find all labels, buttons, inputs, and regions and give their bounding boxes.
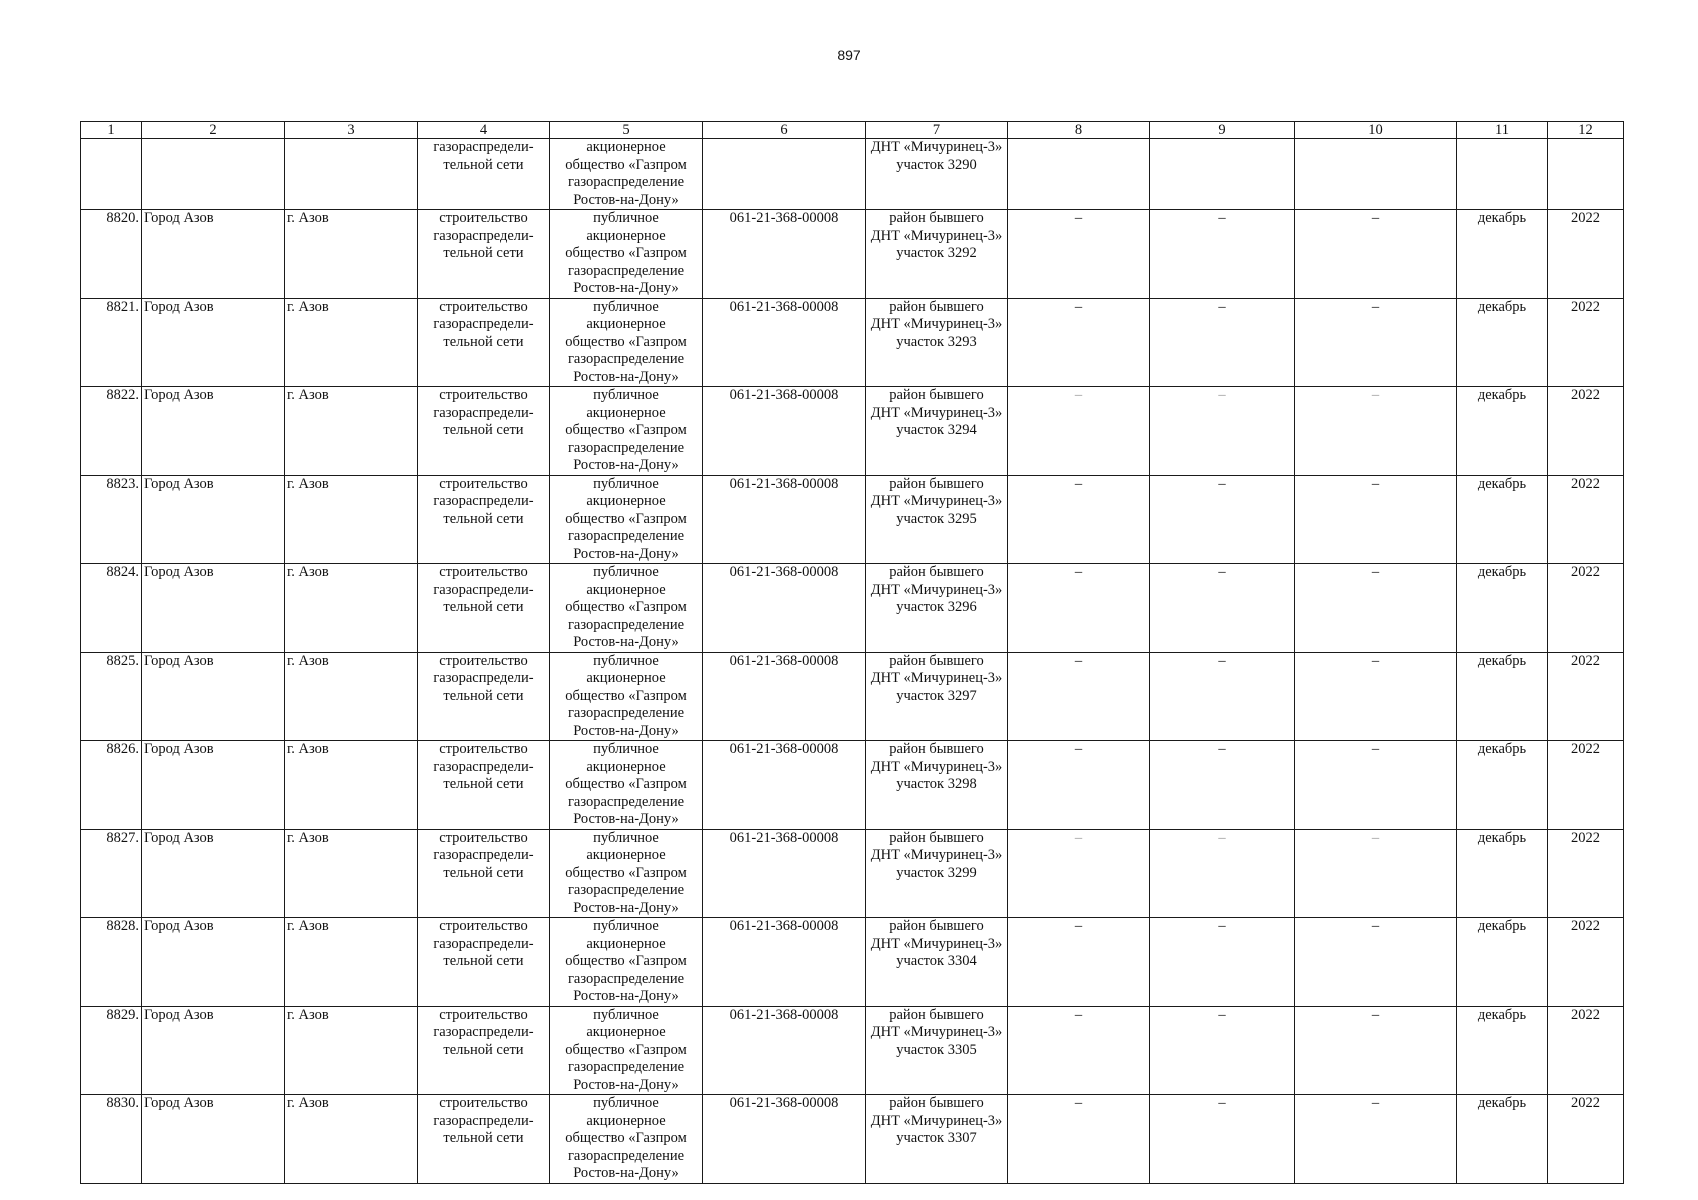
cell-location: район бывшего ДНТ «Мичуринец-3» участок 3297 [866, 652, 1008, 741]
cell-owner: публичное акционерное общество «Газпром газораспределение Ростов-на-Дону» [550, 298, 703, 387]
cell-year: 2022 [1548, 918, 1624, 1007]
cell-col10 [1295, 139, 1457, 210]
cell-num [81, 139, 142, 210]
cell-code: 061-21-368-00008 [703, 298, 866, 387]
cell-purpose: строительство газораспредели- тельной сети [418, 652, 550, 741]
cell-col9: – [1150, 741, 1295, 830]
column-number-row [81, 122, 1624, 139]
cell-district: Город Азов [142, 741, 285, 830]
column-header: 7 [866, 122, 1008, 139]
cell-col8: – [1008, 564, 1150, 653]
cell-code: 061-21-368-00008 [703, 564, 866, 653]
cell-month: декабрь [1457, 298, 1548, 387]
cell-purpose: строительство газораспредели- тельной сети [418, 298, 550, 387]
cell-owner: акционерное общество «Газпром газораспределение Ростов-на-Дону» [550, 139, 703, 210]
cell-col10: – [1295, 652, 1457, 741]
cell-year: 2022 [1548, 1006, 1624, 1095]
cell-col8: – [1008, 1095, 1150, 1184]
cell-month: декабрь [1457, 829, 1548, 918]
cell-month [1457, 139, 1548, 210]
cell-num: 8825. [81, 652, 142, 741]
column-header: 8 [1008, 122, 1150, 139]
cell-location: район бывшего ДНТ «Мичуринец-3» участок 3298 [866, 741, 1008, 830]
cell-purpose: строительство газораспредели- тельной сети [418, 387, 550, 476]
cell-col8: – [1008, 1006, 1150, 1095]
cell-col10: – [1295, 741, 1457, 830]
cell-col9: – [1150, 387, 1295, 476]
cell-month: декабрь [1457, 210, 1548, 299]
cell-col9: – [1150, 564, 1295, 653]
cell-district: Город Азов [142, 652, 285, 741]
cell-col8: – [1008, 298, 1150, 387]
cell-year: 2022 [1548, 210, 1624, 299]
column-header: 5 [550, 122, 703, 139]
cell-col9: – [1150, 1095, 1295, 1184]
cell-code: 061-21-368-00008 [703, 741, 866, 830]
table-row [81, 475, 1624, 564]
cell-col8: – [1008, 741, 1150, 830]
cell-month: декабрь [1457, 652, 1548, 741]
column-header: 2 [142, 122, 285, 139]
cell-district: Город Азов [142, 475, 285, 564]
table-row [81, 1006, 1624, 1095]
cell-month: декабрь [1457, 387, 1548, 476]
cell-owner: публичное акционерное общество «Газпром газораспределение Ростов-на-Дону» [550, 741, 703, 830]
cell-purpose: строительство газораспредели- тельной сети [418, 918, 550, 1007]
cell-num: 8830. [81, 1095, 142, 1184]
cell-owner: публичное акционерное общество «Газпром газораспределение Ростов-на-Дону» [550, 652, 703, 741]
column-header: 4 [418, 122, 550, 139]
column-header: 6 [703, 122, 866, 139]
cell-settlement: г. Азов [285, 1095, 418, 1184]
cell-month: декабрь [1457, 1095, 1548, 1184]
cell-settlement: г. Азов [285, 387, 418, 476]
cell-district: Город Азов [142, 298, 285, 387]
cell-col9: – [1150, 475, 1295, 564]
cell-code: 061-21-368-00008 [703, 829, 866, 918]
table-row-continued [81, 139, 1624, 210]
cell-col9 [1150, 139, 1295, 210]
cell-purpose: строительство газораспредели- тельной сети [418, 564, 550, 653]
cell-district: Город Азов [142, 829, 285, 918]
cell-owner: публичное акционерное общество «Газпром газораспределение Ростов-на-Дону» [550, 475, 703, 564]
cell-owner: публичное акционерное общество «Газпром газораспределение Ростов-на-Дону» [550, 918, 703, 1007]
cell-col8: – [1008, 387, 1150, 476]
cell-num: 8829. [81, 1006, 142, 1095]
cell-col9: – [1150, 1006, 1295, 1095]
table-row [81, 210, 1624, 299]
cell-year: 2022 [1548, 475, 1624, 564]
cell-col10: – [1295, 210, 1457, 299]
cell-year: 2022 [1548, 1095, 1624, 1184]
cell-col10: – [1295, 387, 1457, 476]
cell-col8: – [1008, 210, 1150, 299]
table-row [81, 1095, 1624, 1184]
cell-col9: – [1150, 210, 1295, 299]
cell-col8 [1008, 139, 1150, 210]
data-table [80, 121, 1624, 1184]
cell-col8: – [1008, 652, 1150, 741]
cell-num: 8826. [81, 741, 142, 830]
cell-year: 2022 [1548, 298, 1624, 387]
cell-col10: – [1295, 298, 1457, 387]
cell-location: район бывшего ДНТ «Мичуринец-3» участок 3294 [866, 387, 1008, 476]
table-body [81, 139, 1624, 1184]
cell-year: 2022 [1548, 652, 1624, 741]
cell-settlement: г. Азов [285, 918, 418, 1007]
cell-month: декабрь [1457, 918, 1548, 1007]
cell-col10: – [1295, 918, 1457, 1007]
column-header: 9 [1150, 122, 1295, 139]
cell-col8: – [1008, 829, 1150, 918]
cell-purpose: строительство газораспредели- тельной сети [418, 1006, 550, 1095]
cell-num: 8827. [81, 829, 142, 918]
cell-owner: публичное акционерное общество «Газпром газораспределение Ростов-на-Дону» [550, 1095, 703, 1184]
cell-month: декабрь [1457, 1006, 1548, 1095]
cell-code [703, 139, 866, 210]
cell-col10: – [1295, 564, 1457, 653]
cell-num: 8822. [81, 387, 142, 476]
cell-month: декабрь [1457, 741, 1548, 830]
cell-num: 8820. [81, 210, 142, 299]
cell-year: 2022 [1548, 829, 1624, 918]
cell-col9: – [1150, 829, 1295, 918]
cell-col8: – [1008, 475, 1150, 564]
column-header: 3 [285, 122, 418, 139]
cell-code: 061-21-368-00008 [703, 1095, 866, 1184]
cell-year: 2022 [1548, 741, 1624, 830]
cell-code: 061-21-368-00008 [703, 918, 866, 1007]
cell-district: Город Азов [142, 1095, 285, 1184]
column-header: 12 [1548, 122, 1624, 139]
table-row [81, 564, 1624, 653]
cell-month: декабрь [1457, 475, 1548, 564]
cell-district: Город Азов [142, 210, 285, 299]
cell-purpose: строительство газораспредели- тельной сети [418, 829, 550, 918]
cell-location: ДНТ «Мичуринец-3» участок 3290 [866, 139, 1008, 210]
cell-location: район бывшего ДНТ «Мичуринец-3» участок 3292 [866, 210, 1008, 299]
cell-col9: – [1150, 652, 1295, 741]
cell-location: район бывшего ДНТ «Мичуринец-3» участок 3296 [866, 564, 1008, 653]
cell-settlement: г. Азов [285, 298, 418, 387]
cell-owner: публичное акционерное общество «Газпром газораспределение Ростов-на-Дону» [550, 387, 703, 476]
cell-col10: – [1295, 829, 1457, 918]
table-row [81, 387, 1624, 476]
cell-purpose: газораспредели- тельной сети [418, 139, 550, 210]
cell-year: 2022 [1548, 564, 1624, 653]
column-header: 11 [1457, 122, 1548, 139]
cell-location: район бывшего ДНТ «Мичуринец-3» участок 3307 [866, 1095, 1008, 1184]
cell-settlement: г. Азов [285, 829, 418, 918]
cell-settlement: г. Азов [285, 564, 418, 653]
cell-settlement [285, 139, 418, 210]
cell-location: район бывшего ДНТ «Мичуринец-3» участок 3295 [866, 475, 1008, 564]
cell-col10: – [1295, 1006, 1457, 1095]
cell-settlement: г. Азов [285, 210, 418, 299]
cell-district: Город Азов [142, 564, 285, 653]
cell-owner: публичное акционерное общество «Газпром газораспределение Ростов-на-Дону» [550, 564, 703, 653]
cell-settlement: г. Азов [285, 475, 418, 564]
cell-owner: публичное акционерное общество «Газпром газораспределение Ростов-на-Дону» [550, 829, 703, 918]
cell-num: 8828. [81, 918, 142, 1007]
cell-district [142, 139, 285, 210]
cell-location: район бывшего ДНТ «Мичуринец-3» участок 3299 [866, 829, 1008, 918]
cell-purpose: строительство газораспредели- тельной сети [418, 1095, 550, 1184]
cell-col9: – [1150, 298, 1295, 387]
cell-code: 061-21-368-00008 [703, 387, 866, 476]
cell-code: 061-21-368-00008 [703, 475, 866, 564]
cell-year: 2022 [1548, 387, 1624, 476]
cell-col10: – [1295, 1095, 1457, 1184]
cell-col10: – [1295, 475, 1457, 564]
table-row [81, 741, 1624, 830]
table-row [81, 918, 1624, 1007]
table-row [81, 298, 1624, 387]
cell-settlement: г. Азов [285, 1006, 418, 1095]
cell-settlement: г. Азов [285, 652, 418, 741]
cell-purpose: строительство газораспредели- тельной сети [418, 210, 550, 299]
cell-location: район бывшего ДНТ «Мичуринец-3» участок 3305 [866, 1006, 1008, 1095]
cell-purpose: строительство газораспредели- тельной сети [418, 475, 550, 564]
cell-location: район бывшего ДНТ «Мичуринец-3» участок 3293 [866, 298, 1008, 387]
cell-district: Город Азов [142, 387, 285, 476]
cell-code: 061-21-368-00008 [703, 210, 866, 299]
cell-settlement: г. Азов [285, 741, 418, 830]
cell-code: 061-21-368-00008 [703, 652, 866, 741]
cell-purpose: строительство газораспредели- тельной сети [418, 741, 550, 830]
table-row [81, 829, 1624, 918]
column-header: 10 [1295, 122, 1457, 139]
cell-num: 8824. [81, 564, 142, 653]
cell-code: 061-21-368-00008 [703, 1006, 866, 1095]
cell-num: 8821. [81, 298, 142, 387]
column-header: 1 [81, 122, 142, 139]
cell-location: район бывшего ДНТ «Мичуринец-3» участок 3304 [866, 918, 1008, 1007]
cell-year [1548, 139, 1624, 210]
cell-col8: – [1008, 918, 1150, 1007]
cell-col9: – [1150, 918, 1295, 1007]
cell-district: Город Азов [142, 918, 285, 1007]
cell-district: Город Азов [142, 1006, 285, 1095]
cell-month: декабрь [1457, 564, 1548, 653]
table-row [81, 652, 1624, 741]
cell-num: 8823. [81, 475, 142, 564]
page-number: 897 [837, 47, 861, 63]
cell-owner: публичное акционерное общество «Газпром газораспределение Ростов-на-Дону» [550, 210, 703, 299]
cell-owner: публичное акционерное общество «Газпром газораспределение Ростов-на-Дону» [550, 1006, 703, 1095]
